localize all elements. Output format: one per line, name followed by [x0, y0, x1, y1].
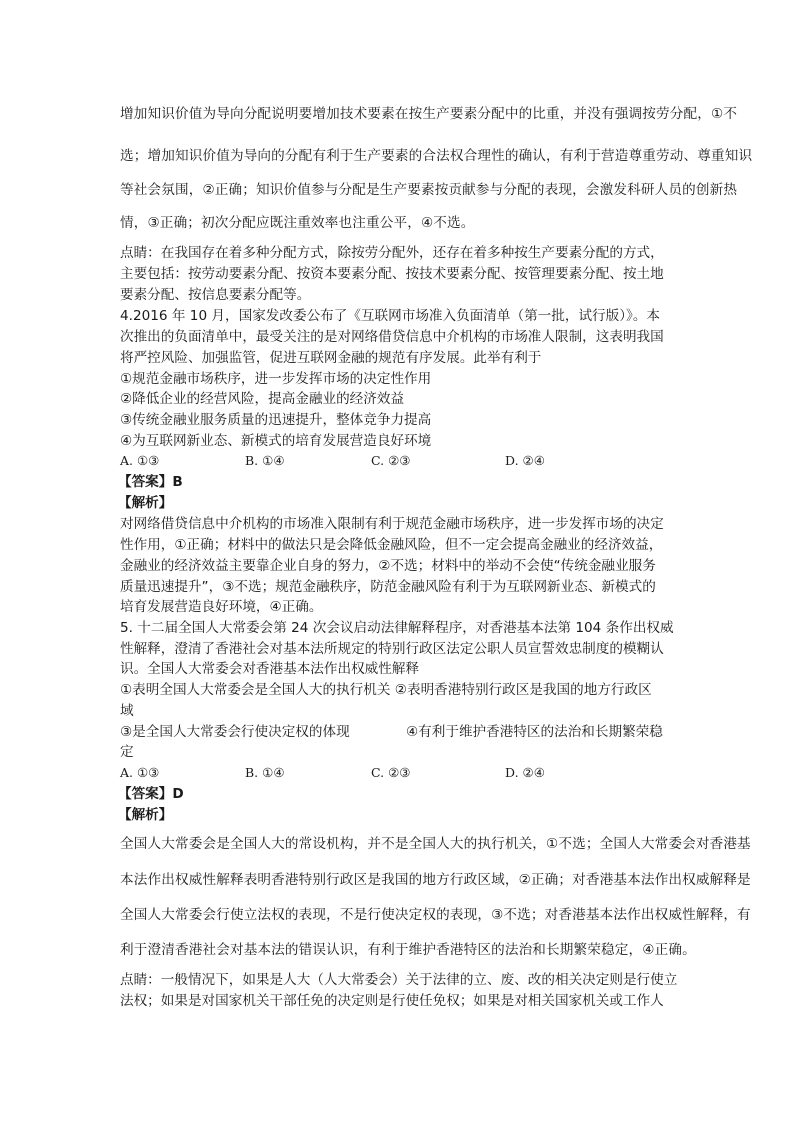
analysis-line: 对网络借贷信息中介机构的市场准入限制有利于规范金融市场秩序，进一步发挥市场的决定: [120, 516, 664, 532]
question-option: ①规范金融市场秩序，进一步发挥市场的决定性作用: [120, 371, 432, 387]
analysis-line: 金融业的经济效益主要靠企业自身的努力，②不选；材料中的举动不会使“传统金融业服务: [120, 558, 656, 574]
analysis-line: 增加知识价值为导向分配说明要增加技术要素在按生产要素分配中的比重，并没有强调按劳分配，①不: [120, 106, 738, 122]
question-stem-line: 识。全国人大常委会对香港基本法作出权威性解释: [120, 661, 420, 677]
analysis-heading: 【解析】: [118, 807, 173, 823]
question-option: ④有利于维护香港特区的法治和长期繁荣稳: [406, 724, 663, 740]
answer-label: 【答案】D: [118, 786, 184, 802]
tip-line: 点睛：一般情况下，如果是人大（人大常委会）关于法律的立、废、改的相关决定则是行使立: [120, 972, 678, 988]
choice-c: C. ②③: [371, 765, 411, 780]
question-option: ④为互联网新业态、新模式的培育发展营造良好环境: [120, 433, 432, 449]
analysis-line: 利于澄清香港社会对基本法的错误认识，有利于维护香港特区的法治和长期繁荣稳定，④正确。: [120, 942, 696, 958]
analysis-line: 选；增加知识价值为导向的分配有利于生产要素的合法权合理性的确认，有利于营造尊重劳动、尊重知识: [120, 148, 753, 164]
question-option: ③是全国人大常委会行使决定权的体现: [120, 724, 350, 740]
analysis-line: 质量迅速提升”，③不选；规范金融秩序，防范金融风险有利于为互联网新业态、新模式的: [120, 579, 656, 595]
question-stem-line: 5. 十二届全国人大常委会第 24 次会议启动法律解释程序，对香港基本法第 104 条作出权威: [120, 620, 674, 636]
choice-a: A. ①③: [120, 765, 160, 780]
choice-a: A. ①③: [120, 453, 160, 468]
question-option: ②降低企业的经营风险，提高金融业的经济效益: [120, 391, 405, 407]
question-option: ③传统金融业服务质量的迅速提升，整体竞争力提高: [120, 412, 432, 428]
analysis-line: 情，③正确；初次分配应既注重效率也注重公平，④不选。: [120, 215, 475, 231]
analysis-line: 全国人大常委会行使立法权的表现，不是行使决定权的表现，③不选；对香港基本法作出权威性解释，有: [120, 907, 751, 923]
choice-d: D. ②④: [505, 765, 545, 780]
question-stem-line: 次推出的负面清单中，最受关注的是对网络借贷信息中介机构的市场准人限制，这表明我国: [120, 329, 664, 345]
answer-label: 【答案】B: [118, 474, 183, 490]
question-option: ①表明全国人大常委会是全国人大的执行机关 ②表明香港特别行政区是我国的地方行政区: [120, 682, 652, 698]
choice-c: C. ②③: [371, 453, 411, 468]
analysis-line: 培育发展营造良好环境，④正确。: [120, 599, 323, 615]
analysis-line: 等社会氛围，②正确；知识价值参与分配是生产要素按贡献参与分配的表现，会激发科研人员的创新热: [120, 182, 738, 198]
tip-line: 要素分配、按信息要素分配等。: [120, 287, 311, 303]
choice-d: D. ②④: [505, 453, 545, 468]
analysis-line: 全国人大常委会是全国人大的常设机构，并不是全国人大的执行机关，①不选；全国人大常委会对香港基: [120, 836, 751, 852]
analysis-heading: 【解析】: [118, 495, 173, 511]
analysis-line: 性作用，①正确；材料中的做法只是会降低金融风险，但不一定会提高金融业的经济效益，: [120, 537, 663, 553]
choice-b: B. ①④: [245, 453, 285, 468]
question-option: 域: [120, 703, 134, 719]
question-stem-line: 4.2016 年 10 月，国家发改委公布了《互联网市场准入负面清单（第一批，试行版）》。本: [120, 308, 661, 324]
tip-line: 法权；如果是对国家机关干部任免的决定则是行使任免权；如果是对相关国家机关或工作人: [120, 993, 664, 1009]
question-option: 定: [120, 744, 134, 760]
tip-line: 主要包括：按劳动要素分配、按资本要素分配、按技术要素分配、按管理要素分配、按土地: [120, 266, 664, 282]
analysis-line: 本法作出权威性解释表明香港特别行政区是我国的地方行政区域，②正确；对香港基本法作出权威解释是: [120, 872, 751, 888]
tip-line: 点睛：在我国存在着多种分配方式，除按劳分配外，还存在着多种按生产要素分配的方式，: [120, 245, 664, 261]
question-stem-line: 将严控风险、加强监管，促进互联网金融的规范有序发展。此举有利于: [120, 350, 542, 366]
question-stem-line: 性解释，澄清了香港社会对基本法所规定的特别行政区法定公职人员宣誓效忠制度的模糊认: [120, 641, 664, 657]
choice-b: B. ①④: [245, 765, 285, 780]
